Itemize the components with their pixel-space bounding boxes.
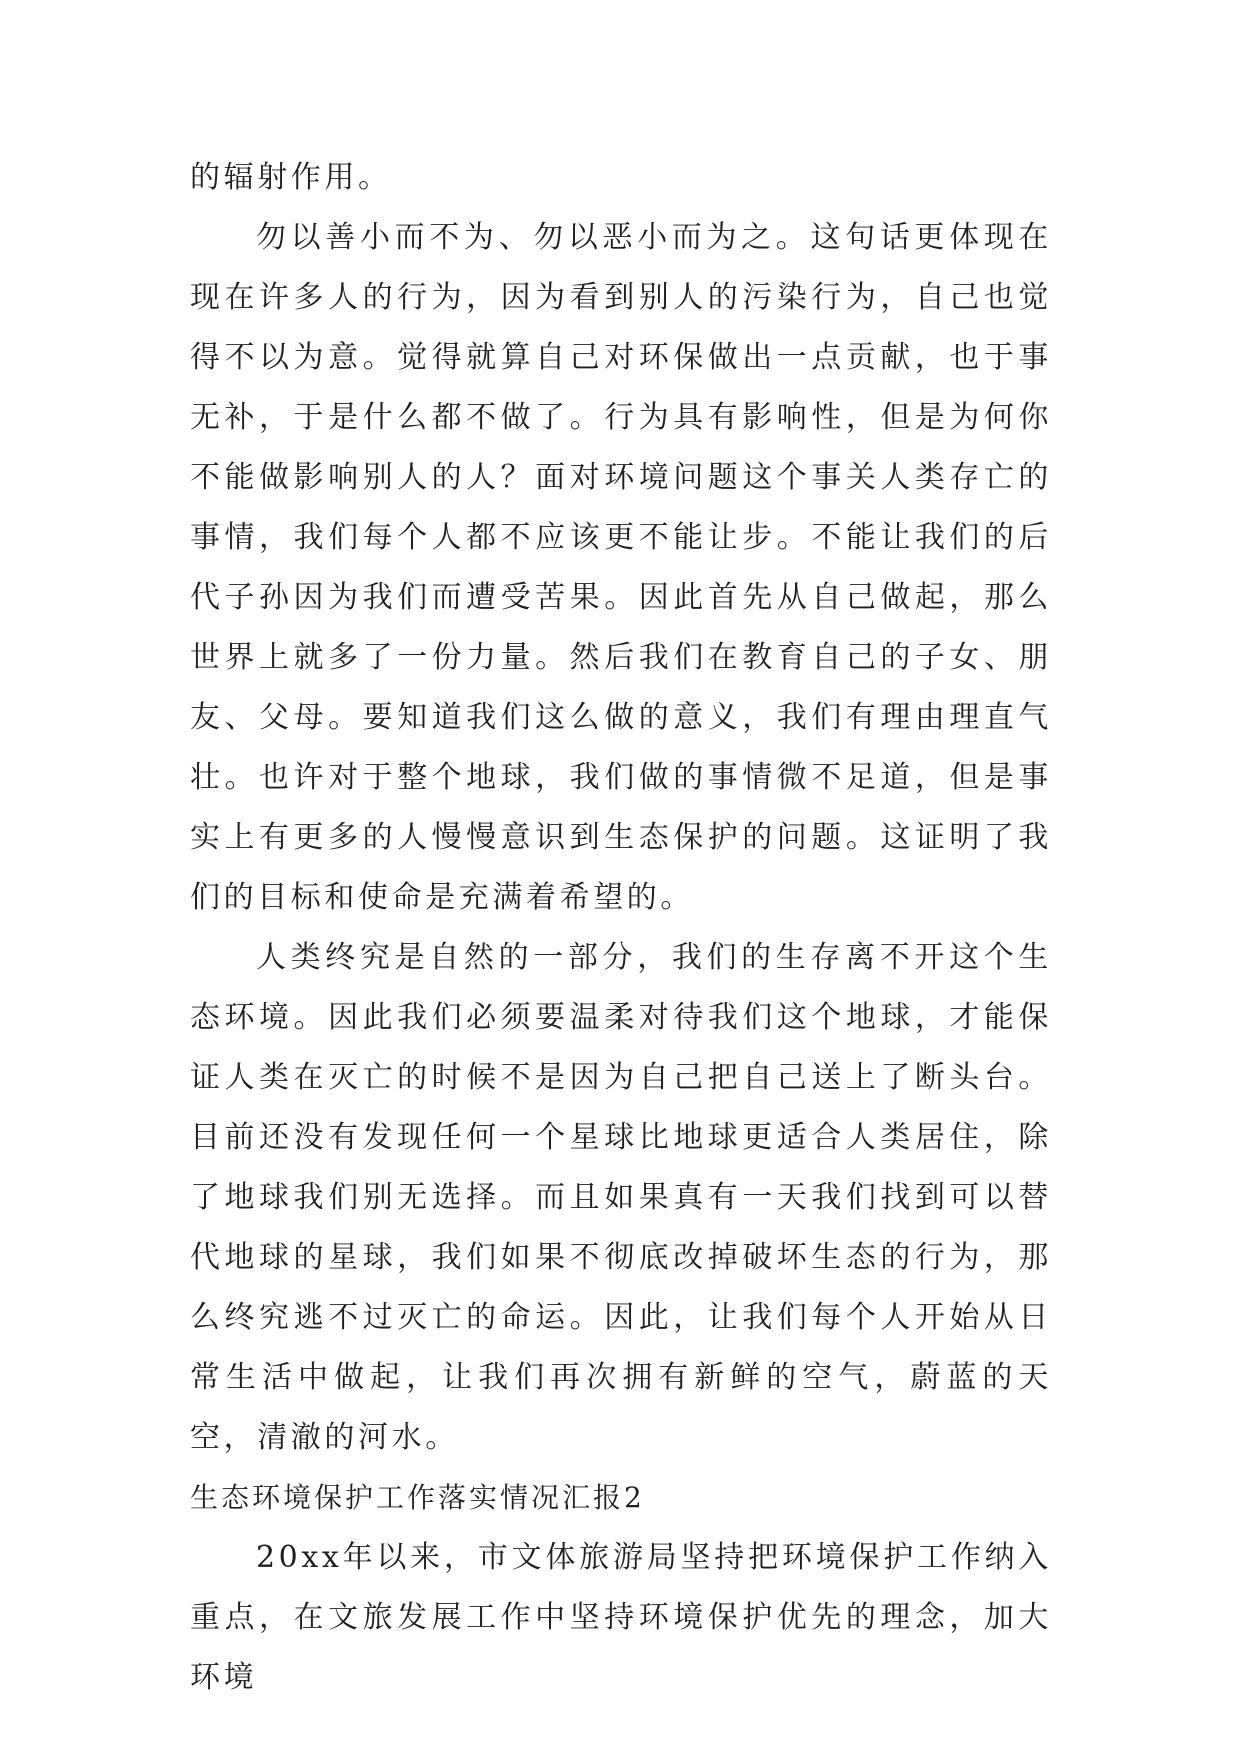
document-body [190, 148, 1052, 1708]
paragraph-humanity-nature: 人类终究是自然的一部分，我们的生存离不开这个生态环境。因此我们必须要温柔对待我们这个地球，才能保证人类在灭亡的时候不是因为自己把自己送上了断头台。目前还没有发现任何一个星球比地球更适合人类居住，除了地球我们别无选择。而且如果真有一天我们找到可以替代地球的星球，我们如果不彻底改掉破坏生态的行为，那么终究逃不过灭亡的命运。因此，让我们每个人开始从日常生活中做起，让我们再次拥有新鲜的空气，蔚蓝的天空，清澈的河水。 [190, 940, 1052, 1455]
paragraph-bureau-report: 20xx年以来，市文体旅游局坚持把环境保护工作纳入重点，在文旅发展工作中坚持环境保护优先的理念，加大环境 [190, 1540, 1052, 1695]
paragraph-small-deeds: 勿以善小而不为、勿以恶小而为之。这句话更体现在现在许多人的行为，因为看到别人的污染行为，自己也觉得不以为意。觉得就算自己对环保做出一点贡献，也于事无补，于是什么都不做了。行为具有影响性，但是为何你不能做影响别人的人？面对环境问题这个事关人类存亡的事情，我们每个人都不应该更不能让步。不能让我们的后代子孙因为我们而遭受苦果。因此首先从自己做起，那么世界上就多了一份力量。然后我们在教育自己的子女、朋友、父母。要知道我们这么做的意义，我们有理由理直气壮。也许对于整个地球，我们做的事情微不足道，但是事实上有更多的人慢慢意识到生态保护的问题。这证明了我们的目标和使命是充满着希望的。 [190, 220, 1052, 915]
paragraph-continuation: 的辐射作用。 [190, 160, 392, 195]
section-heading: 生态环境保护工作落实情况汇报2 [190, 1481, 645, 1514]
